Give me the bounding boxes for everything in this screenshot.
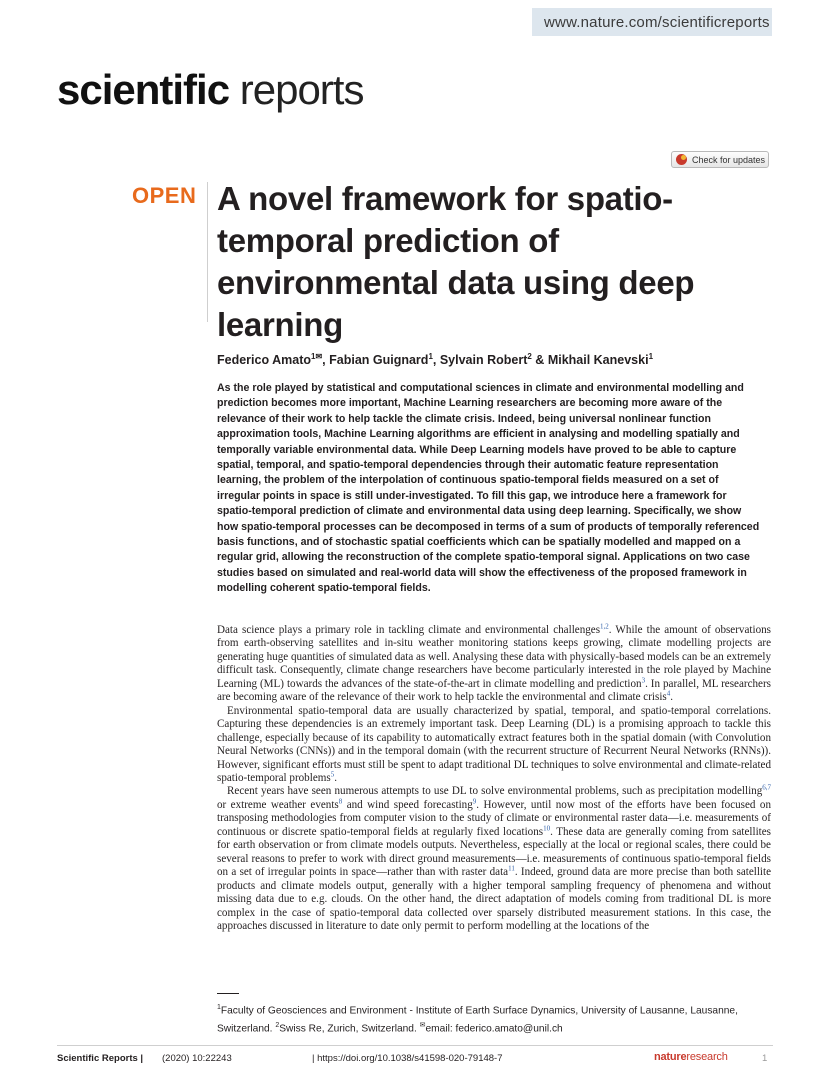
footer-rule xyxy=(57,1045,773,1046)
author-separator: , xyxy=(322,353,330,368)
affiliations xyxy=(217,1001,777,1037)
publisher-logo-bold: nature xyxy=(654,1051,687,1063)
citation-ref[interactable]: 11 xyxy=(508,864,515,873)
author-affiliation-mark: 1 xyxy=(428,352,433,361)
citation-ref[interactable]: 8 xyxy=(338,797,343,806)
affiliation-text: Swiss Re, Zurich, Switzerland. xyxy=(279,1023,420,1035)
affiliation-mark: ✉ xyxy=(419,1021,426,1029)
paragraph-text: Recent years have seen numerous attempts to use DL to solve environmental problems, such as precipitation modelling xyxy=(227,785,763,798)
affiliation-rule xyxy=(217,993,239,994)
footer-doi[interactable]: | https://doi.org/10.1038/s41598-020-79148-7 xyxy=(312,1053,503,1064)
publisher-logo xyxy=(654,1051,728,1063)
body-paragraph xyxy=(217,705,771,786)
affiliation-mark: 2 xyxy=(275,1021,280,1029)
footer-journal: Scientific Reports | xyxy=(57,1053,144,1064)
author-name[interactable]: Federico Amato xyxy=(217,353,312,368)
journal-logo xyxy=(57,66,363,114)
affiliation-text: email: federico.amato@unil.ch xyxy=(425,1023,563,1035)
article-title: A novel framework for spatio-temporal prediction of environmental data using deep learning xyxy=(217,180,695,343)
open-access-label: OPEN xyxy=(132,183,197,208)
author-affiliation-mark: 2 xyxy=(527,352,532,361)
paragraph-text: . xyxy=(334,771,337,784)
title-divider xyxy=(207,182,208,322)
author-name[interactable]: Mikhail Kanevski xyxy=(547,353,649,368)
journal-logo-light: reports xyxy=(229,66,364,113)
paragraph-text: and wind speed forecasting xyxy=(342,798,473,811)
paragraph-text: or extreme weather events xyxy=(217,798,339,811)
citation-ref[interactable]: 10 xyxy=(543,824,551,833)
abstract: As the role played by statistical and computational sciences in climate and environmental modelling and prediction becomes more important, Machine Learning researchers are becoming more aware of the relevance of their work to help tackle the climate crisis. Indeed, being universal nonlinear function approximation tools, Machine Learning algorithms are efficient in analysing and modelling spatially and temporally variable environmental data. While Deep Learning models have proved to be able to capture spatial, temporal, and spatio-temporal dependencies through their automatic feature representation learning, the problem of the interpolation of continuous spatio-temporal fields measured on a set of irregular points in space is still under-investigated. To fill this gap, we introduce here a framework for spatio-temporal prediction of climate and environmental data using deep learning. Specifically, we show how spatio-temporal processes can be decomposed in terms of a sum of products of temporally referenced basis functions, and of stochastic spatial coefficients which can be spatially modelled and mapped on a regular grid, allowing the reconstruction of the complete spatio-temporal signal. Applications on two case studies based on simulated and real-world data will show the effectiveness of the proposed framework in modelling coherent spatio-temporal fields. xyxy=(217,382,760,595)
author-affiliation-mark: 1✉ xyxy=(311,352,323,361)
paragraph-text: . However, until now most of the efforts have been focused on transposing methodologies from computer vision to the study of climate or environmental raster data—i.e. measurements of continuous or discrete spatio-temporal fields at regularly fixed locations xyxy=(217,798,771,838)
journal-url[interactable]: www.nature.com/scientificreports xyxy=(544,14,770,31)
paragraph-text: Environmental spatio-temporal data are usually characterized by spatial, temporal, and spatio-temporal correlations. Capturing these dependencies is an extremely important task. Deep Learning (DL) is a promising approach to tackle this challenge, especially because of its capability to automatically extract features both in the spatial domain (with Convolution Neural Networks (CNNs)) and in the temporal domain (with the recurrent structure of Recurrent Neural Networks (RNNs)). However, significant efforts must still be spent to adapt traditional DL techniques to solve environmental and climate-related spatio-temporal problems xyxy=(217,704,771,784)
citation-ref[interactable]: 6,7 xyxy=(762,783,771,792)
page-footer xyxy=(57,1053,773,1067)
citation-ref[interactable]: 9 xyxy=(472,797,477,806)
author-separator: , xyxy=(432,353,440,368)
check-updates-button[interactable] xyxy=(671,151,769,168)
affiliation-mark: 1 xyxy=(217,1004,221,1011)
footer-citation: (2020) 10:22243 xyxy=(162,1053,232,1064)
author-list xyxy=(217,352,653,367)
paragraph-text: . While the amount of observations from earth-observing satellites and in-situ weather monitoring stations keeps growing, climate modelling projects are generating huge quantities of simulated data as well. Analysing these data with physically-based models can be an extremely difficult task. Consequently, climate change researchers have become particularly interested in the role played by Machine Learning (ML) towards the advances of the state-of-the-art in climate modelling and prediction xyxy=(217,624,771,690)
paragraph-text: . Indeed, ground data are more precise than both satellite products and climate models output, generally with a higher temporal sampling frequency of phenomena and without missing data due to e.g. clouds. On the other hand, the direct adaptation of models coming from traditional DL is more complex in the case of spatio-temporal data collected over sparsely distributed measurement stations. In this case, the approaches discussed in literature to date only permit to perform modelling at the locations of the xyxy=(217,866,772,932)
crossmark-icon xyxy=(676,154,687,165)
citation-ref[interactable]: 5 xyxy=(330,770,335,779)
url-banner xyxy=(532,8,772,36)
page-number: 1 xyxy=(762,1053,768,1064)
journal-logo-bold: scientific xyxy=(57,66,230,113)
author-name[interactable]: Sylvain Robert xyxy=(439,353,528,368)
author-separator: & xyxy=(531,353,548,368)
check-updates-label: Check for updates xyxy=(692,154,766,165)
affiliation-text: Faculty of Geosciences and Environment - Institute of Earth Surface Dynamics, University of Lausanne, Lausanne, Switzerland. xyxy=(217,1005,738,1035)
citation-ref[interactable]: 1,2 xyxy=(600,622,609,631)
publisher-logo-light: research xyxy=(686,1051,728,1063)
body-paragraph xyxy=(217,624,771,705)
author-affiliation-mark: 1 xyxy=(648,352,654,361)
paragraph-text: . In parallel, ML researchers are becoming aware of the relevance of their work to help tackle the environmental and climate crisis xyxy=(217,677,771,704)
author-name[interactable]: Fabian Guignard xyxy=(329,353,429,368)
paragraph-text: Data science plays a primary role in tackling climate and environmental challenges xyxy=(217,624,601,636)
citation-ref[interactable]: 3 xyxy=(641,676,646,685)
paragraph-text: . These data are generally coming from satellites for earth observation or from climate models outputs. Nevertheless, especially at the local or regional scales, there could be several reasons to prefer to work with direct ground measurements—i.e. measurements of continuous spatio-temporal fields on a set of irregular points in space—rather than with raster data xyxy=(217,825,771,879)
paragraph-text: . xyxy=(670,691,674,704)
body-text xyxy=(217,624,771,933)
citation-ref[interactable]: 4 xyxy=(666,689,671,698)
body-paragraph xyxy=(217,785,771,933)
